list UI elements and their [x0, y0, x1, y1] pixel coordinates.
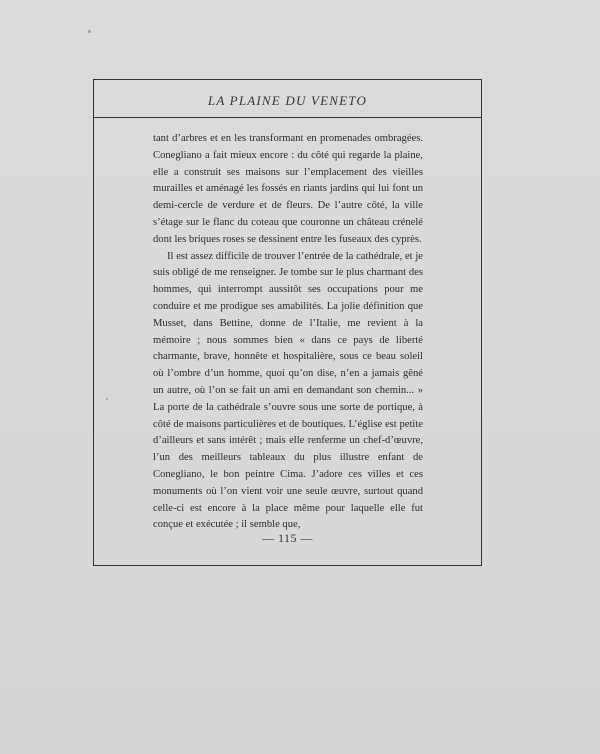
- page-frame: [93, 79, 482, 566]
- header-rule: [94, 117, 481, 118]
- paper-speck: [88, 30, 91, 33]
- body-text: [153, 131, 423, 534]
- paragraph-1: tant d’arbres et en les transformant en promenades ombragées. Conegliano a fait mieux encore : du côté qui regarde la plaine, elle a construit ses maisons sur l’emplacement des vieilles murailles et aménagé les fossés en riants jardins qui lui font un demi-cercle de verdure et de fleurs. De l’autre côté, la ville s’étage sur le flanc du coteau que couronne un château crénelé dont les briques roses se dessinent entre les fuseaux des cyprès.: [153, 133, 423, 245]
- running-head: LA PLAINE DU VENETO: [207, 93, 368, 108]
- paragraph-2: Il est assez difficile de trouver l’entrée de la cathédrale, et je suis obligé de me renseigner. Je tombe sur le plus charmant des hommes, qui interrompt aussitôt ses occupations pour me conduire et me prodigue ses amabilités. La jolie définition que Musset, dans Bettine, donne de l’Italie, me revient à la mémoire ; nous sommes bien « dans ce pays de liberté charmante, brave, honnête et hospitalière, sous ce beau soleil où l’ombre d’un homme, quoi qu’on dise, n’en a jamais gêné un autre, où l’on se fait un ami en demandant son chemin... » La porte de la cathédrale s’ouvre sous une sorte de portique, à côté de maisons particulières et de boutiques. L’église est petite d’ailleurs et sans intérêt ; mais elle renferme un chef-d’œuvre, l’un des meilleurs tableaux du plus illustre enfant de Conegliano, le bon peintre Cima. J’adore ces villes et ces monuments où l’on vient voir une seule œuvre, surtout quand celle-ci est encore à la place même pour laquelle elle fut conçue et exécutée ; il semble que,: [153, 250, 423, 531]
- page-number: — 115 —: [261, 531, 314, 545]
